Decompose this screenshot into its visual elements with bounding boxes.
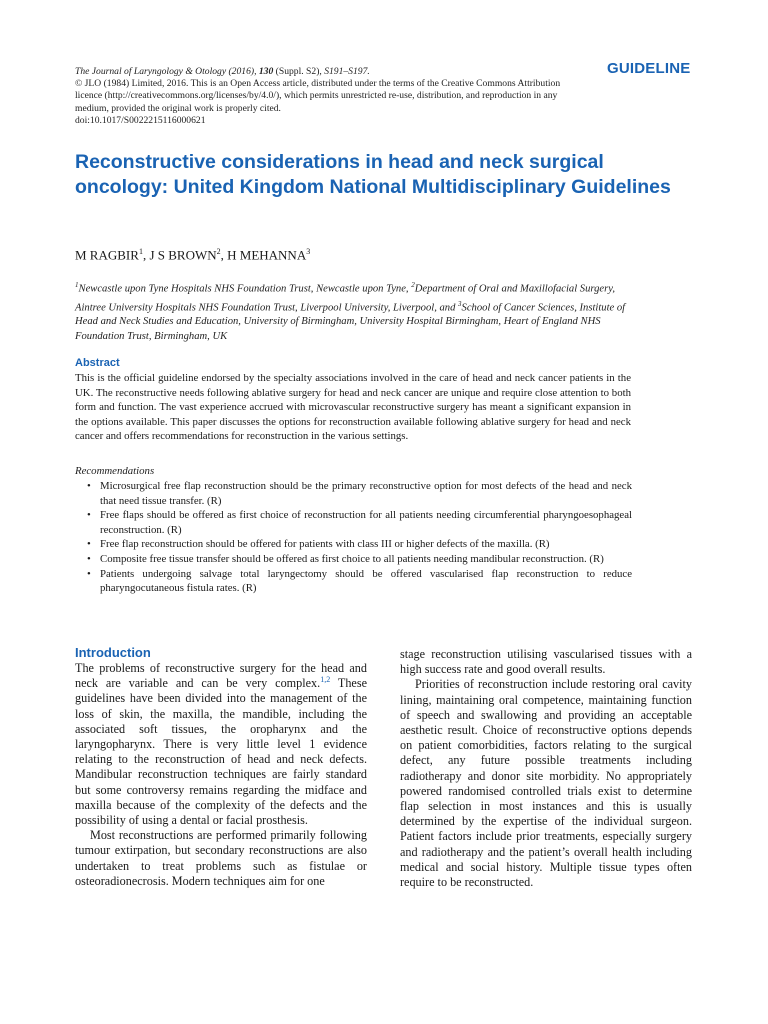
author-separator: , [220, 247, 228, 263]
affiliation-text: Department of Oral and Maxillofacial Surgery, Aintree University Hospitals NHS Foundation Trust, Liverpool University, Liverpool, and [75, 283, 615, 314]
paragraph-text: These guidelines have been divided into the management of the loss of skin, the maxilla, the mandible, including the associated soft tissues, the oropharynx and the laryngopharynx. There is very little level 1 evidence relating to the reconstruction of head and neck defects. Mandibular reconstruction techniques are fairly standard but some controversy remains regarding the midface and maxilla because of the complexity of the defects and the possibility of using a dental or facial prosthesis. [75, 676, 367, 828]
author-list [75, 247, 675, 263]
article-type-label: GUIDELINE [607, 60, 691, 77]
article-title: Reconstructive considerations in head and neck surgical oncology: United Kingdom National Multidisciplinary Guidelines [75, 151, 671, 198]
author-name: M RAGBIR [75, 247, 139, 263]
abstract-body: This is the official guideline endorsed by the specialty associations involved in the care of head and neck cancer patients in the UK. The reconstructive needs following ablative surgery for head and neck cancer are unique and require close attention to both form and function. The vast experience accrued with microvascular reconstructive surgery has meant a significant expansion in the options available. This paper discusses the options for reconstruction available following ablative surgery for head and neck cancer and offers recommendations for reconstruction in the various settings. [75, 372, 631, 443]
abstract-heading: Abstract [75, 357, 120, 369]
doi-text: doi:10.1017/S0022215116000621 [75, 114, 206, 126]
affiliation-mark: 1 [75, 281, 79, 289]
journal-citation-line [75, 66, 575, 78]
journal-supplement: (Suppl. S2), [275, 66, 322, 77]
journal-header-meta [75, 66, 575, 127]
affiliation-text: School of Cancer Sciences, Institute of Head and Neck Studies and Education, University of Birmingham, University Hospital Birmingham, Heart of England NHS Foundation Trust, Birmingham, UK [75, 302, 626, 342]
body-column-right [400, 647, 692, 890]
affiliations [75, 278, 645, 344]
introduction-heading: Introduction [75, 645, 151, 660]
journal-name: The Journal of Laryngology & Otology (2016), [75, 66, 257, 77]
reference-link[interactable]: 1,2 [320, 675, 331, 685]
affiliation-mark: 3 [458, 299, 462, 308]
intro-paragraph-1 [75, 661, 367, 828]
affiliation-text: Newcastle upon Tyne Hospitals NHS Foundation Trust, Newcastle upon Tyne, [78, 283, 412, 295]
intro-paragraph-2: Most reconstructions are performed primarily following tumour extirpation, but secondary reconstructions are also undertaken to treat problems such as fistulae or osteoradionecrosis. Modern techniques aim for one [75, 828, 367, 888]
recommendation-item: • Composite free tissue transfer should be offered as first choice to all patients needing mandibular reconstruction. (R) [87, 552, 632, 567]
recommendation-item: • Free flaps should be offered as first choice of reconstruction for all patients needing circumferential pharyngoesophageal reconstruction. (R) [87, 508, 632, 537]
license-text: © JLO (1984) Limited, 2016. This is an Open Access article, distributed under the terms of the Creative Commons Attribution licence (http://creativecommons.org/licenses/by/4.0/), which permits unrestricted re-use, distribution, and reproduction in any medium, provided the original work is properly cited. [75, 78, 561, 114]
author-affiliation-mark: 2 [216, 247, 221, 256]
author-affiliation-mark: 3 [306, 247, 311, 256]
journal-volume: 130 [258, 66, 274, 77]
paragraph-text: The problems of reconstructive surgery for the head and neck are variable and can be very complex. [75, 661, 367, 691]
recommendation-item: • Patients undergoing salvage total laryngectomy should be offered vascularised flap reconstruction to reduce pharyngocutaneous fistula rates. (R) [87, 567, 632, 596]
author-separator: , [142, 247, 150, 263]
journal-pages: S191–S197. [324, 66, 370, 77]
affiliation-mark: 2 [411, 281, 415, 289]
author-name: H MEHANNA [227, 247, 307, 263]
intro-paragraph-2-continued: stage reconstruction utilising vascularised tissues with a high success rate and good overall results. [400, 647, 692, 677]
author-affiliation-mark: 1 [138, 247, 143, 256]
recommendation-item: • Free flap reconstruction should be offered for patients with class III or higher defects of the maxilla. (R) [87, 537, 632, 552]
recommendations-list [87, 479, 632, 596]
body-column-left [75, 644, 367, 889]
recommendation-item: • Microsurgical free flap reconstruction should be the primary reconstructive option for most defects of the head and neck that need tissue transfer. (R) [87, 479, 632, 508]
author-name: J S BROWN [149, 247, 217, 263]
recommendations-heading: Recommendations [75, 465, 155, 477]
intro-paragraph-3: Priorities of reconstruction include restoring oral cavity lining, maintaining oral competence, maintaining function of speech and swallowing and providing an acceptable aesthetic result. Choice of reconstructive options depends on patient comorbidities, factors relating to the surgical defect, any future possible treatments including radiotherapy and donor site morbidity. No appropriately powered randomised controlled trials exist to determine flap selection in most instances and this is usually determined by the expertise of the individual surgeon. Patient factors include prior treatments, especially surgery and radiotherapy and the patient’s overall health including medical and social history. Multiple tissue types often require to be reconstructed. [400, 677, 692, 890]
